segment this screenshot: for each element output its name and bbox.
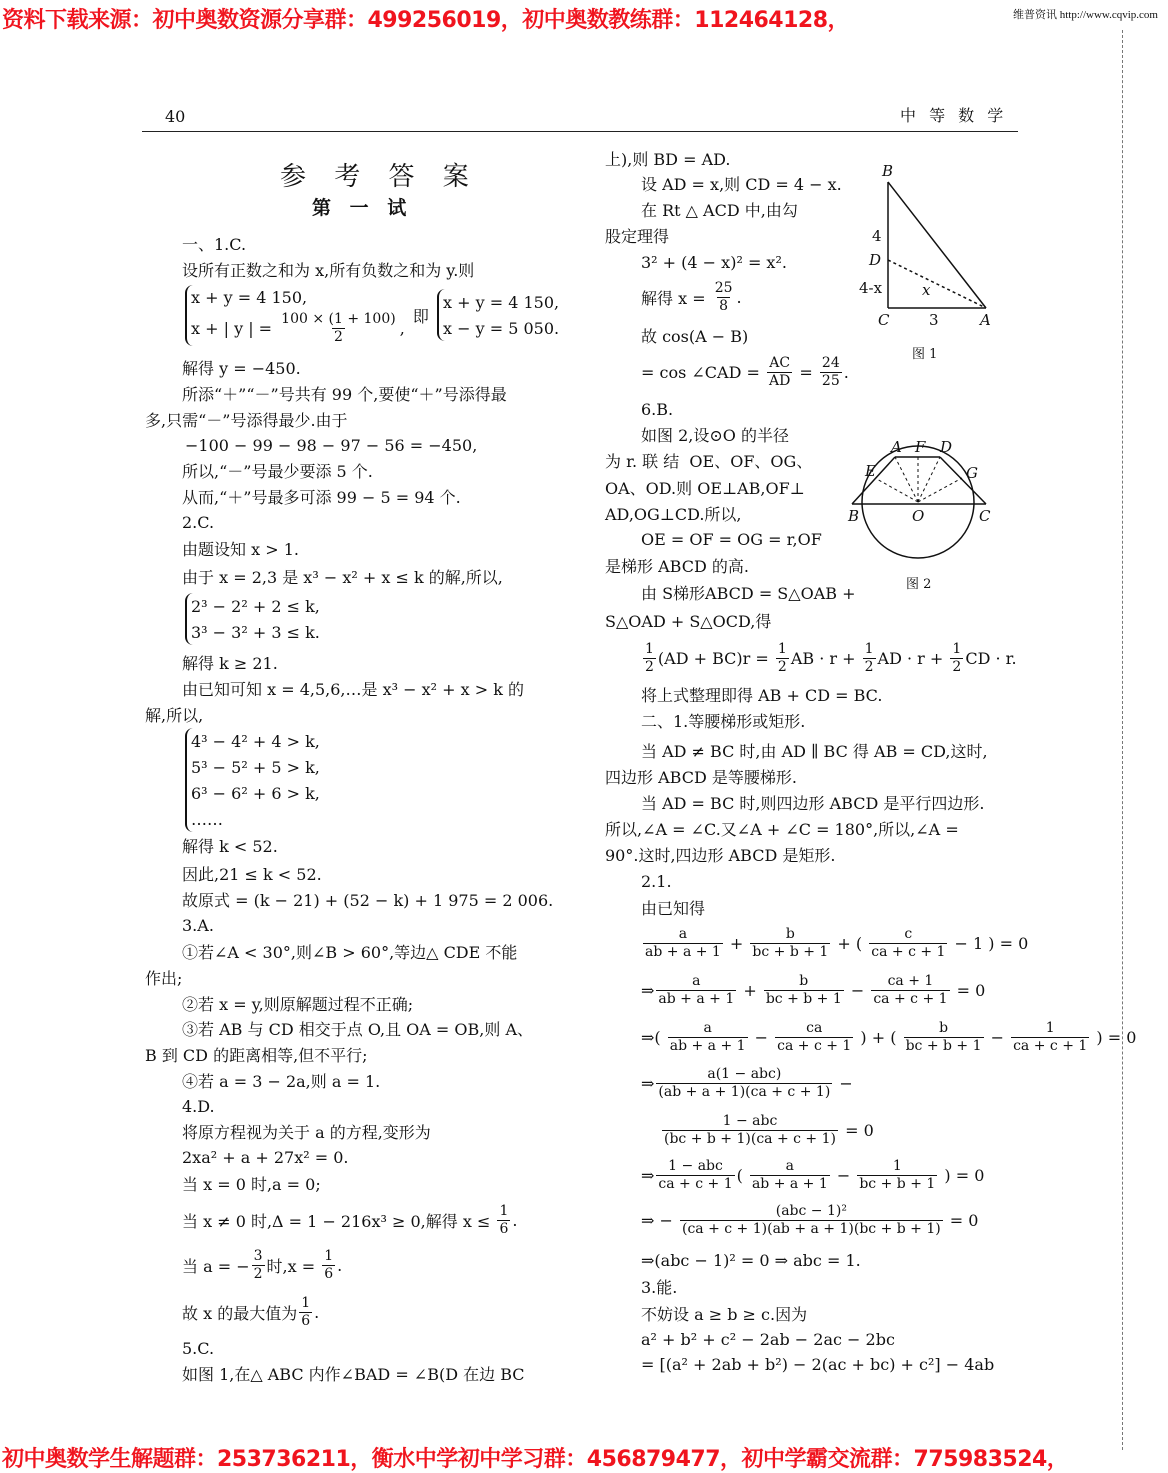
denominator: 2 <box>333 328 343 345</box>
denominator: (bc + b + 1)(ca + c + 1) <box>664 1130 836 1147</box>
text-segment: 在 Rt △ ACD 中,由勾 <box>641 200 798 220</box>
text-segment: 2xa² + a + 27x² = 0. <box>182 1147 349 1167</box>
equation-row <box>191 593 320 619</box>
text-segment: 当 x ≠ 0 时,Δ = 1 − 216x³ ≥ 0,解得 x ≤ <box>182 1211 496 1231</box>
text-segment: 6³ − 6² + 6 > k, <box>191 783 320 803</box>
equation-row <box>443 289 559 315</box>
text-segment: 5.C. <box>182 1338 215 1358</box>
equation-system <box>185 285 405 346</box>
text-segment: . <box>337 1255 343 1275</box>
text-segment: 当 a = − <box>182 1256 250 1276</box>
fig1-label-x: x <box>922 281 931 299</box>
text-segment: ③若 AB 与 CD 相交于点 O,且 OA = OB,则 A、 <box>182 1019 534 1039</box>
header-rule <box>142 131 1018 132</box>
text-segment: = cos ∠CAD = <box>641 362 765 382</box>
denominator: 6 <box>324 1265 334 1282</box>
equation-row <box>191 619 320 645</box>
text-segment: S△OAD + S△OCD,得 <box>605 611 772 631</box>
text-segment: ⇒ <box>641 1073 655 1093</box>
numerator: 1 <box>777 640 787 657</box>
top-banner: 资料下载来源：初中奥数资源分享群：499256019，初中奥数教练群：112464128， <box>2 8 850 33</box>
text-segment: . <box>512 1210 518 1230</box>
text-segment: 由 S梯形ABCD = S△OAB + <box>641 583 856 603</box>
text-segment: 由于 x = 2,3 是 x³ − x² + x ≤ k 的解,所以, <box>182 567 503 587</box>
fraction <box>497 1203 510 1238</box>
denominator: 2 <box>864 658 874 675</box>
denominator: ca + c + 1 <box>658 1175 733 1192</box>
text-segment: 3³ − 3² + 3 ≤ k. <box>191 622 320 642</box>
equation-system <box>185 593 320 645</box>
text-segment: 所添“＋”“－”号共有 99 个,要使“＋”号添得最 <box>182 384 507 404</box>
fig1-label-4-x: 4-x <box>859 279 883 297</box>
text-segment: −100 − 99 − 98 − 97 − 56 = −450, <box>185 435 478 455</box>
equation-row <box>191 285 405 311</box>
text-segment: 从而,“＋”号最多可添 99 − 5 = 94 个. <box>182 487 461 507</box>
denominator: bc + b + 1 <box>859 1175 936 1192</box>
denominator: ca + c + 1 <box>1013 1037 1088 1054</box>
numerator: a <box>678 925 688 942</box>
fig2-label-d: D <box>940 438 953 456</box>
text-segment: 多,只需“－”号添得最少.由于 <box>145 410 348 430</box>
text-segment: 3² + (4 − x)² = x². <box>641 252 787 272</box>
text-segment: 时,x = <box>266 1256 321 1276</box>
numerator: a <box>703 1019 712 1036</box>
text-segment: , <box>399 318 405 338</box>
text-segment: = 0 <box>839 1120 874 1140</box>
numerator: c <box>904 925 913 942</box>
fig2-label-g: G <box>966 464 978 482</box>
fraction <box>857 1158 937 1193</box>
text-segment: x + y = 4 150, <box>443 292 560 312</box>
fig2-label-c: C <box>979 507 991 525</box>
numerator: (abc − 1)² <box>775 1202 847 1219</box>
denominator: bc + b + 1 <box>752 943 829 960</box>
text-segment: 所以,∠A = ∠C.又∠A + ∠C = 180°,所以,∠A = <box>605 819 959 839</box>
denominator: 2 <box>645 658 654 675</box>
equation-row <box>443 315 559 341</box>
text-segment: = [(a² + 2ab + b²) − 2(ac + bc) + c²] − 4ab <box>641 1354 995 1374</box>
text-segment: 作出; <box>145 968 183 988</box>
equation-system <box>185 728 320 832</box>
text-segment: OE = OF = OG = r,OF <box>641 529 822 549</box>
numerator: b <box>939 1019 949 1036</box>
text-segment: 将原方程视为关于 a 的方程,变形为 <box>182 1122 431 1142</box>
fraction <box>656 1158 734 1193</box>
text-segment: 由已知可知 x = 4,5,6,…是 x³ − x² + x > k 的 <box>182 679 524 699</box>
text-segment: 由已知得 <box>641 898 706 918</box>
fig1-label-3: 3 <box>929 311 939 329</box>
text-segment: x + | y | = <box>191 318 278 338</box>
text-segment: AD,OG⊥CD.所以, <box>605 504 742 524</box>
fig2-label-f: F <box>915 438 926 456</box>
text-segment: ⇒ <box>641 1165 655 1185</box>
fraction <box>656 973 736 1008</box>
text-segment: B 到 CD 的距离相等,但不平行; <box>145 1045 368 1065</box>
text-segment: 6.B. <box>641 399 674 419</box>
text-segment: 如图 1,在△ ABC 内作∠BAD = ∠B(D 在边 BC <box>182 1364 525 1384</box>
fraction <box>950 641 963 676</box>
page-number: 40 <box>165 107 186 126</box>
fraction <box>1011 1020 1089 1055</box>
text-segment: 2³ − 2² + 2 ≤ k, <box>191 596 320 616</box>
denominator: 25 <box>821 372 840 389</box>
denominator: ca + c + 1 <box>871 943 946 960</box>
text-segment: 2.1. <box>641 871 672 891</box>
text-segment: 一、1.C. <box>182 234 247 254</box>
fraction <box>869 926 947 961</box>
text-segment: 因此,21 ≤ k < 52. <box>182 864 322 884</box>
fig2-label-b: B <box>848 507 860 525</box>
text-segment: ) + ( <box>855 1027 902 1047</box>
text-segment: 解得 k ≥ 21. <box>182 653 278 673</box>
numerator: a <box>785 1157 795 1174</box>
text-segment: 故原式 = (k − 21) + (52 − k) + 1 975 = 2 006. <box>182 890 554 910</box>
text-segment: ) = 0 <box>1091 1027 1137 1047</box>
text-segment: 四边形 ABCD 是等腰梯形. <box>605 767 797 787</box>
text-segment: − <box>845 980 870 1000</box>
fig2-label-o: O <box>912 507 925 525</box>
text-segment: 为 r. 联 结 OE、OF、OG、 <box>605 451 813 471</box>
numerator: 1 <box>952 640 962 657</box>
text-segment: + ( <box>832 933 868 953</box>
text-segment: ④若 a = 3 − 2a,则 a = 1. <box>182 1071 381 1091</box>
page-title: 参 考 答 案 <box>280 162 479 192</box>
fig1-label-d: D <box>869 251 882 269</box>
fraction <box>750 1158 830 1193</box>
denominator: 8 <box>719 297 729 314</box>
denominator: ab + a + 1 <box>658 990 735 1007</box>
fraction <box>252 1248 265 1283</box>
text-segment: AD · r + <box>877 648 949 668</box>
text-segment: . <box>314 1302 320 1322</box>
fraction <box>863 641 876 676</box>
equation-row <box>191 311 405 346</box>
text-segment: a² + b² + c² − 2ab − 2ac − 2bc <box>641 1329 895 1349</box>
numerator: a(1 − abc) <box>707 1065 782 1082</box>
text-segment: − <box>985 1027 1010 1047</box>
text-segment: ⇒ <box>641 980 655 1000</box>
fraction <box>871 973 949 1008</box>
fraction <box>279 311 398 346</box>
text-segment: − 1 ) = 0 <box>949 933 1029 953</box>
fraction <box>764 973 844 1008</box>
denominator: (ab + a + 1)(ca + c + 1) <box>658 1083 831 1100</box>
text-segment: 解,所以, <box>145 705 204 725</box>
fig1-caption: 图 1 <box>912 347 938 362</box>
fraction <box>776 641 789 676</box>
text-segment: − <box>834 1073 853 1093</box>
text-segment: 解得 x = <box>641 288 711 308</box>
text-segment: 3.能. <box>641 1277 678 1297</box>
fraction <box>713 280 735 315</box>
text-segment: ⇒(abc − 1)² = 0 ⇒ abc = 1. <box>641 1250 861 1270</box>
text-segment: ①若∠A < 30°,则∠B > 60°,等边△ CDE 不能 <box>182 942 518 962</box>
text-segment: 即 <box>407 306 434 326</box>
fraction <box>680 1203 943 1238</box>
equation-row <box>191 806 320 832</box>
numerator: 1 <box>499 1202 509 1219</box>
equation-row <box>191 728 320 754</box>
fraction <box>299 1295 312 1330</box>
numerator: 1 <box>892 1157 902 1174</box>
fig1-label-4: 4 <box>872 227 882 245</box>
text-segment: 4.D. <box>182 1096 215 1116</box>
fraction <box>767 355 792 390</box>
denominator: ab + a + 1 <box>751 1175 828 1192</box>
numerator: 1 − abc <box>668 1157 723 1174</box>
text-segment: = 0 <box>944 1210 979 1230</box>
denominator: ab + a + 1 <box>645 943 721 960</box>
text-segment: . <box>736 287 742 307</box>
text-segment: 90°.这时,四边形 ABCD 是矩形. <box>605 845 836 865</box>
denominator: ab + a + 1 <box>669 1037 746 1054</box>
denominator: 6 <box>301 1312 311 1329</box>
denominator: (ca + c + 1)(ab + a + 1)(bc + b + 1) <box>681 1220 941 1237</box>
numerator: a <box>692 972 701 989</box>
fraction <box>668 1020 748 1055</box>
scan-edge <box>1122 30 1124 1450</box>
text-segment: x − y = 5 050. <box>443 318 560 338</box>
figure-1-triangle <box>860 155 1010 365</box>
bottom-banner: 初中奥数学生解题群：253736211，衡水中学初中学习群：456879477，初中学霸交流群：775983524， <box>2 1447 1069 1472</box>
fig1-label-c: C <box>878 311 890 329</box>
text-segment: x + y = 4 150, <box>191 288 308 307</box>
text-segment: 故 x 的最大值为 <box>182 1303 298 1323</box>
numerator: 1 − abc <box>722 1112 778 1129</box>
text-segment: ⇒( <box>641 1027 666 1047</box>
text-segment: ) = 0 <box>939 1165 985 1185</box>
fig2-label-e: E <box>865 462 876 480</box>
text-segment: − <box>749 1027 774 1047</box>
denominator: 6 <box>499 1220 509 1237</box>
text-segment: + <box>738 980 762 1000</box>
fraction <box>662 1113 838 1148</box>
numerator: 1 <box>645 640 654 657</box>
text-segment: 4³ − 4² + 4 > k, <box>191 731 320 751</box>
text-segment: ⇒ − <box>641 1210 678 1230</box>
text-segment: OA、OD.则 OE⊥AB,OF⊥ <box>605 478 805 498</box>
text-segment: 由题设知 x > 1. <box>182 539 299 559</box>
text-segment: 解得 k < 52. <box>182 836 278 856</box>
figure-2-circle-trapezoid <box>840 440 1000 570</box>
equation-row <box>191 754 320 780</box>
numerator: 1 <box>864 640 874 657</box>
fraction <box>904 1020 984 1055</box>
fig1-label-a: A <box>980 311 991 329</box>
numerator: AC <box>769 354 791 371</box>
text-segment: 当 AD = BC 时,则四边形 ABCD 是平行四边形. <box>641 793 985 813</box>
denominator: 2 <box>952 658 962 675</box>
text-segment: AB · r + <box>790 648 861 668</box>
text-segment: 是梯形 ABCD 的高. <box>605 556 749 576</box>
text-segment: − <box>831 1165 856 1185</box>
text-segment: 所以,“－”号最少要添 5 个. <box>182 461 373 481</box>
text-segment: + <box>724 933 749 953</box>
journal-name: 中 等 数 学 <box>900 106 1008 125</box>
text-segment: 二、1.等腰梯形或矩形. <box>641 711 806 731</box>
numerator: 1 <box>1045 1019 1055 1036</box>
fig1-label-b: B <box>882 162 894 180</box>
text-segment: …… <box>191 809 223 829</box>
denominator: 2 <box>777 658 787 675</box>
fraction <box>643 641 656 676</box>
numerator: 1 <box>324 1247 334 1264</box>
text-segment: 股定理得 <box>605 226 670 246</box>
numerator: b <box>799 972 809 989</box>
denominator: ca + c + 1 <box>873 990 948 1007</box>
text-segment: (AD + BC)r = <box>657 648 774 668</box>
fraction <box>322 1248 335 1283</box>
numerator: b <box>785 925 795 942</box>
numerator: 3 <box>253 1247 263 1264</box>
text-segment: ②若 x = y,则原解题过程不正确; <box>182 994 414 1014</box>
fig2-label-a: A <box>891 438 902 456</box>
numerator: ca <box>806 1019 823 1036</box>
text-segment: 当 x = 0 时,a = 0; <box>182 1174 321 1194</box>
fig2-caption: 图 2 <box>906 577 932 592</box>
text-segment: 如图 2,设⊙O 的半径 <box>641 425 789 445</box>
source-note: 维普资讯 http://www.cqvip.com <box>1012 9 1158 21</box>
text-segment: 当 AD ≠ BC 时,由 AD ∥ BC 得 AB = CD,这时, <box>641 741 988 761</box>
text-segment: 5³ − 5² + 5 > k, <box>191 757 320 777</box>
fraction <box>750 926 830 961</box>
denominator: ca + c + 1 <box>777 1037 852 1054</box>
text-segment: CD · r. <box>965 648 1017 668</box>
fraction <box>775 1020 853 1055</box>
denominator: bc + b + 1 <box>765 990 842 1007</box>
text-segment: 2.C. <box>182 512 215 532</box>
fraction <box>820 355 842 390</box>
numerator: 24 <box>821 354 840 371</box>
equation-system <box>437 289 559 341</box>
text-segment: 故 cos(A − B) <box>641 326 749 346</box>
fraction <box>643 926 723 961</box>
equation-row <box>191 780 320 806</box>
denominator: bc + b + 1 <box>905 1037 982 1054</box>
text-segment: 上),则 BD = AD. <box>605 149 731 169</box>
text-segment: . <box>843 362 849 382</box>
text-segment: 3.A. <box>182 915 214 935</box>
text-segment: ( <box>736 1165 748 1185</box>
numerator: ca + 1 <box>887 972 934 989</box>
denominator: 2 <box>253 1265 263 1282</box>
denominator: AD <box>769 372 791 389</box>
section-title: 第 一 试 <box>312 197 413 219</box>
numerator: 25 <box>714 279 733 296</box>
text-segment: = <box>794 362 818 382</box>
numerator: 1 <box>301 1294 311 1311</box>
text-segment: 设所有正数之和为 x,所有负数之和为 y.则 <box>182 260 475 280</box>
fraction <box>656 1066 832 1101</box>
numerator: 100 × (1 + 100) <box>281 310 396 327</box>
text-segment: 将上式整理即得 AB + CD = BC. <box>641 685 883 705</box>
text-segment: 不妨设 a ≥ b ≥ c.因为 <box>641 1304 808 1324</box>
text-segment: = 0 <box>951 980 986 1000</box>
text-segment: 设 AD = x,则 CD = 4 − x. <box>641 174 842 194</box>
text-segment: 解得 y = −450. <box>182 358 301 378</box>
